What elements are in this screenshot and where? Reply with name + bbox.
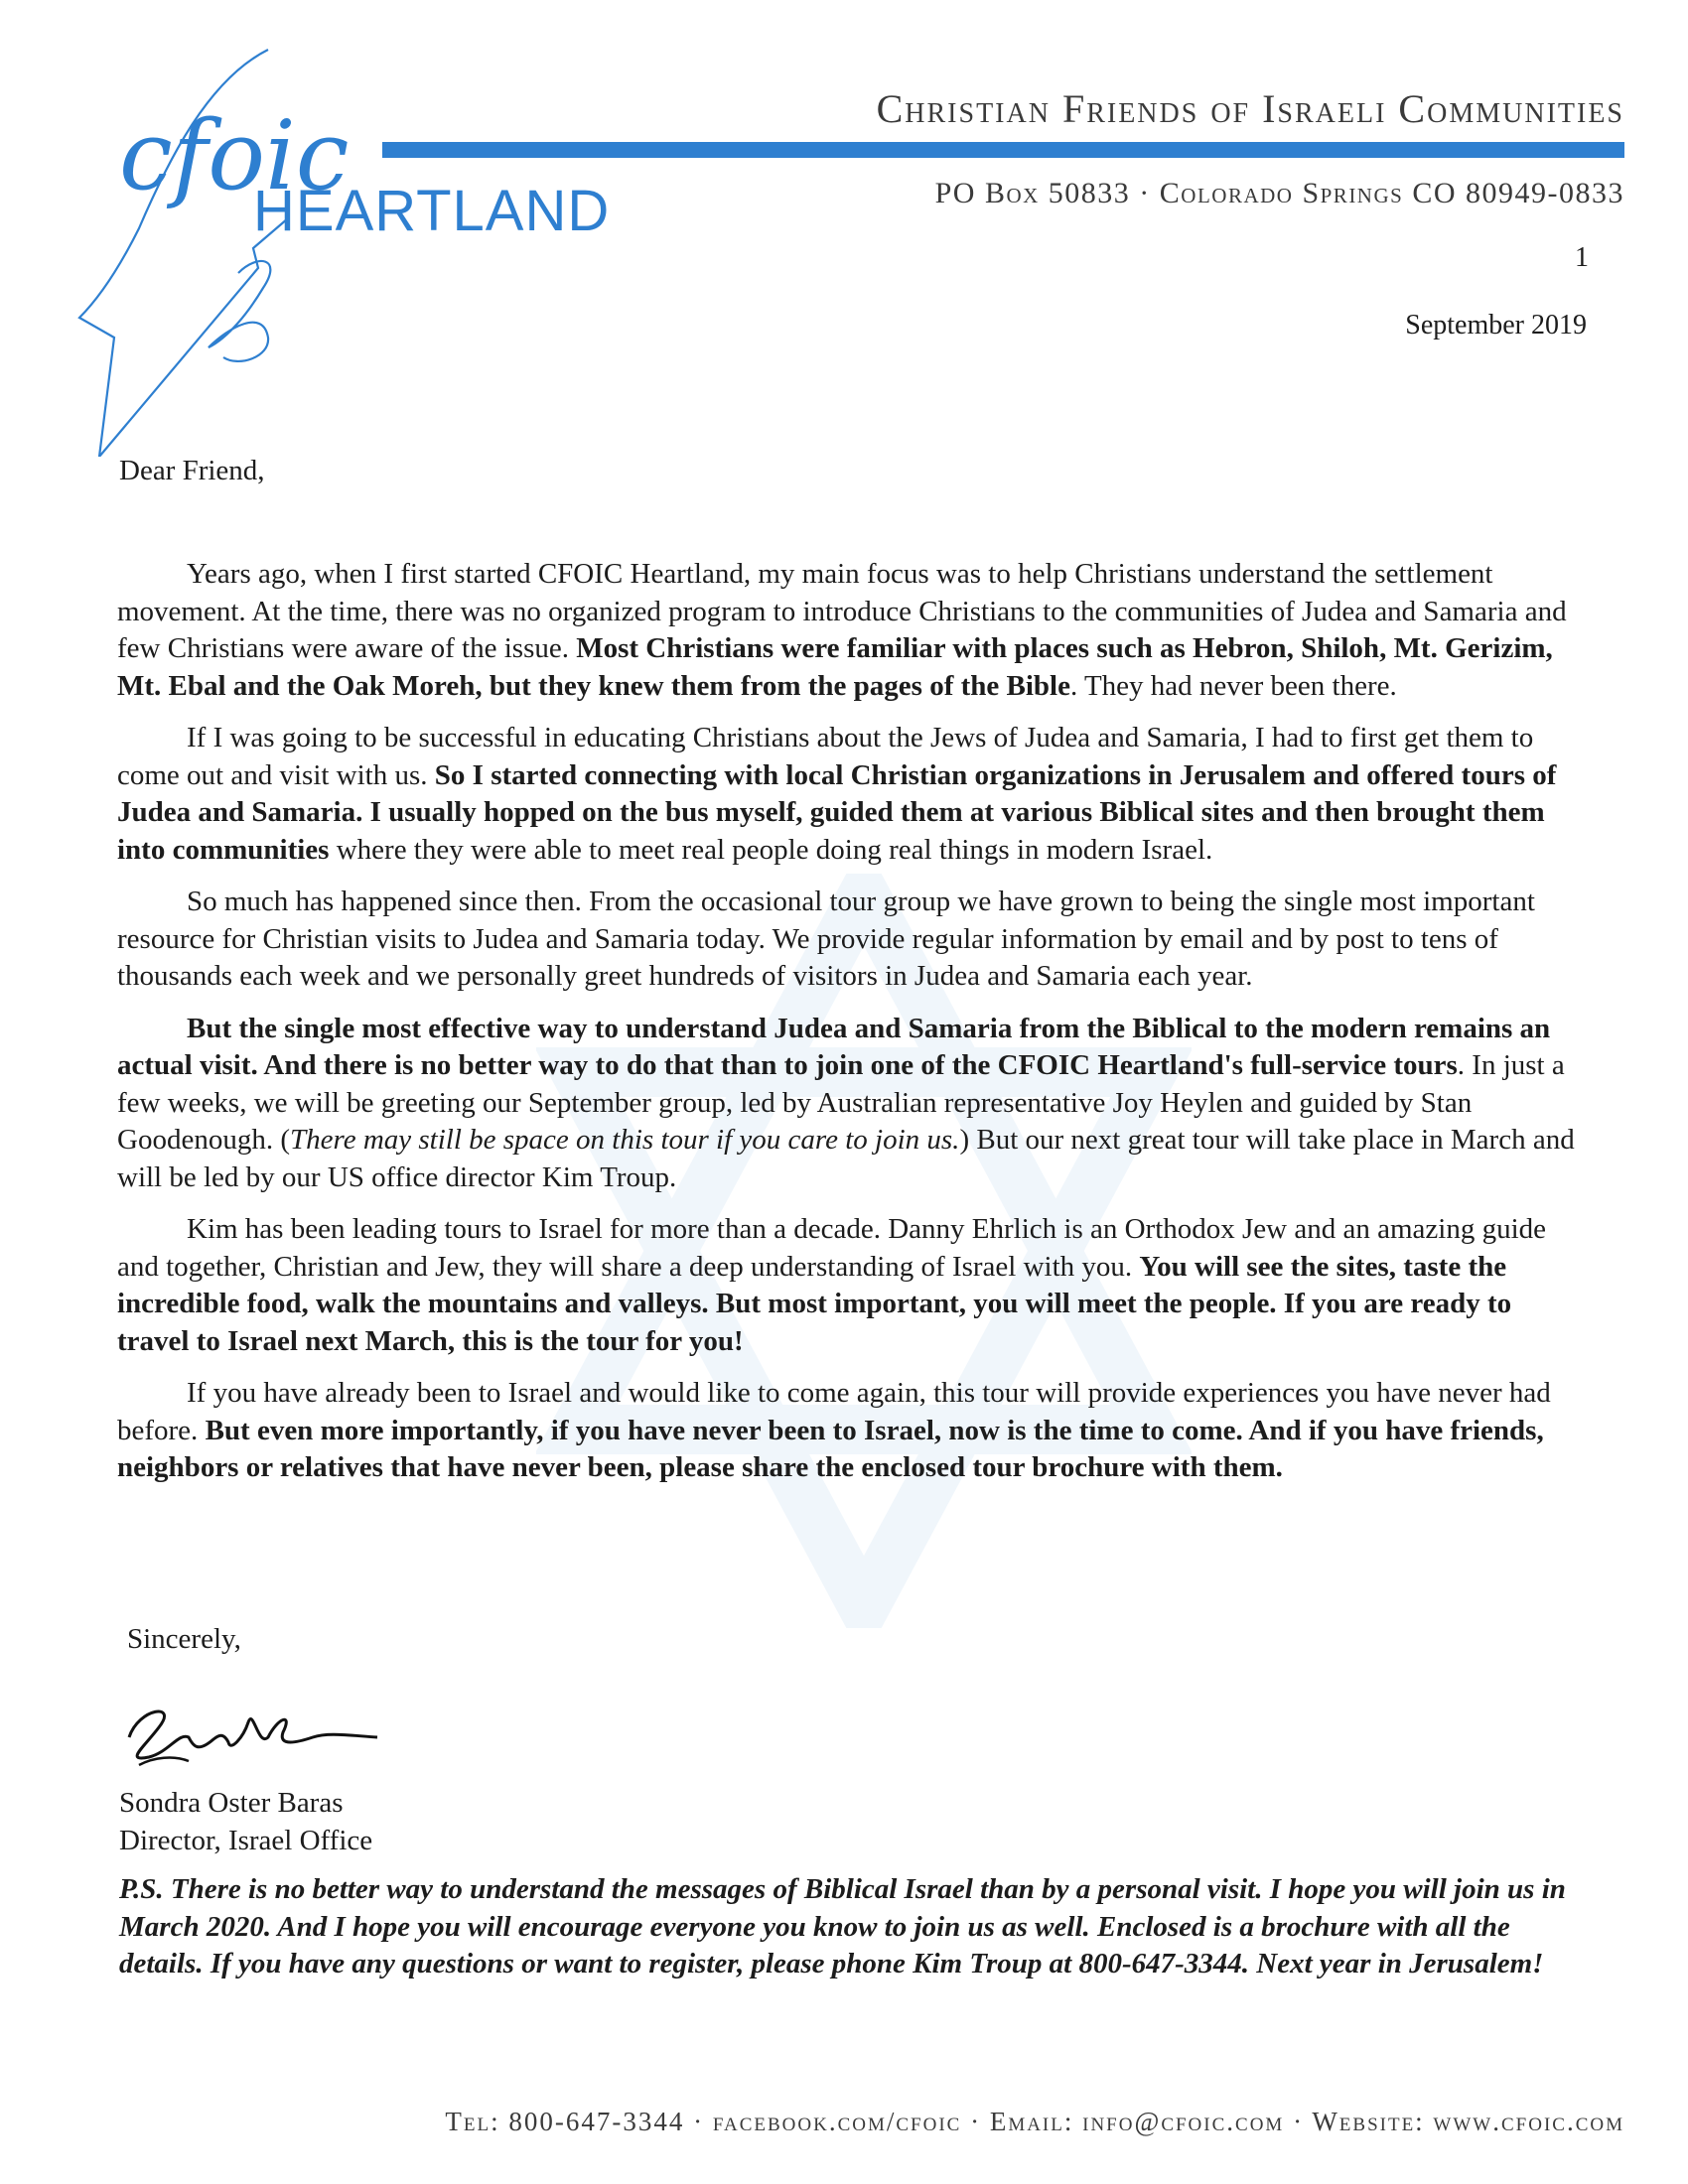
- header-rule: [382, 142, 1624, 158]
- logo-script-mark: [209, 261, 270, 361]
- paragraph-text-run: So I started connecting with local Christian organizations in Jerusalem and offered tours of Judea and Samaria. I usually hopped on the bus myself, guided them at various Biblical sites and then brought them into communities: [117, 758, 1557, 866]
- closing: Sincerely,: [127, 1623, 241, 1655]
- body-paragraph: [117, 556, 1585, 705]
- salutation: Dear Friend,: [119, 455, 265, 486]
- paragraph-text-run: . In just a few weeks, we will be greeting our September group, led by Australian representative Joy Heylen and guided by Stan Goodenough. (: [117, 1049, 1565, 1156]
- paragraph-text-run: Years ago, when I first started CFOIC Heartland, my main focus was to help Christians understand the settlement movement. At the time, there was no organized program to introduce Christians to the communities of Judea and Samaria and few Christians were aware of the issue.: [117, 558, 1567, 664]
- org-address: PO Box 50833 · Colorado Springs CO 80949-0833: [934, 177, 1624, 209]
- paragraph-text-run: So much has happened since then. From the occasional tour group we have grown to being the single most important resource for Christian visits to Judea and Samaria today. We provide regular information by email and by post to tens of thousands each week and we personally greet hundreds of visitors in Judea and Samaria each year.: [117, 886, 1535, 992]
- letter-date: September 2019: [1405, 310, 1587, 341]
- footer-contact: Tel: 800-647-3344 · facebook.com/cfoic · Email: info@cfoic.com · Website: www.cfoic.com: [445, 2107, 1624, 2136]
- cfoic-heartland-logo: [60, 40, 655, 457]
- paragraph-text-run: But the single most effective way to understand Judea and Samaria from the Biblical to the modern remains an actual visit. And there is no better way to do that than to join one of the CFOIC Heartland's full-service tours: [117, 1012, 1551, 1081]
- paragraph-text-run: If I was going to be successful in educating Christians about the Jews of Judea and Samaria, I had to first get them to come out and visit with us.: [117, 722, 1534, 791]
- paragraph-text-run: There may still be space on this tour if you care to join us.: [289, 1124, 960, 1156]
- postscript: P.S. There is no better way to understand the messages of Biblical Israel than by a personal visit. I hope you will join us in March 2020. And I hope you will encourage everyone you know to join us as well. Enclosed is a brochure with all the details. If you have any questions or want to register, please phone Kim Troup at 800-647-3344. Next year in Jerusalem!: [119, 1873, 1566, 1979]
- page-number: 1: [1575, 242, 1589, 273]
- paragraph-text-run: where they were able to meet real people doing real things in modern Israel.: [329, 833, 1213, 866]
- paragraph-text-run: ) But our next great tour will take place in March and will be led by our US office director Kim Troup.: [117, 1124, 1575, 1193]
- signer-title: Director, Israel Office: [119, 1825, 373, 1856]
- body-paragraph: [117, 1011, 1585, 1197]
- org-name: Christian Friends of Israeli Communities: [876, 86, 1624, 131]
- body-paragraph: [117, 1375, 1585, 1487]
- paragraph-text-run: If you have already been to Israel and would like to come again, this tour will provide experiences you have never had before.: [117, 1377, 1551, 1446]
- paragraph-text-run: But even more importantly, if you have never been to Israel, now is the time to come. And if you have friends, neighbors or relatives that have never been, please share the enclosed tour brochure with them.: [117, 1414, 1544, 1483]
- paragraph-text-run: You will see the sites, taste the incredible food, walk the mountains and valleys. But most important, you will meet the people. If you are ready to travel to Israel next March, this is the tour for you!: [117, 1250, 1512, 1357]
- signature: [119, 1678, 397, 1787]
- signer-name: Sondra Oster Baras: [119, 1787, 344, 1819]
- paragraph-text-run: Most Christians were familiar with places such as Hebron, Shiloh, Mt. Gerizim, Mt. Ebal and the Oak Moreh, but they knew them from the pages of the Bible: [117, 632, 1553, 702]
- body-paragraph: [117, 884, 1585, 996]
- letter-body: [117, 556, 1585, 1502]
- paragraph-text-run: Kim has been leading tours to Israel for more than a decade. Danny Ehrlich is an Orthodox Jew and an amazing guide and together, Christian and Jew, they will share a deep understanding of Israel with you.: [117, 1213, 1547, 1283]
- logo-wordmark: HEARTLAND: [253, 179, 611, 243]
- logo-script-text: cfoic: [119, 100, 350, 211]
- body-paragraph: [117, 1211, 1585, 1360]
- body-paragraph: [117, 720, 1585, 869]
- paragraph-text-run: . They had never been there.: [1069, 669, 1397, 702]
